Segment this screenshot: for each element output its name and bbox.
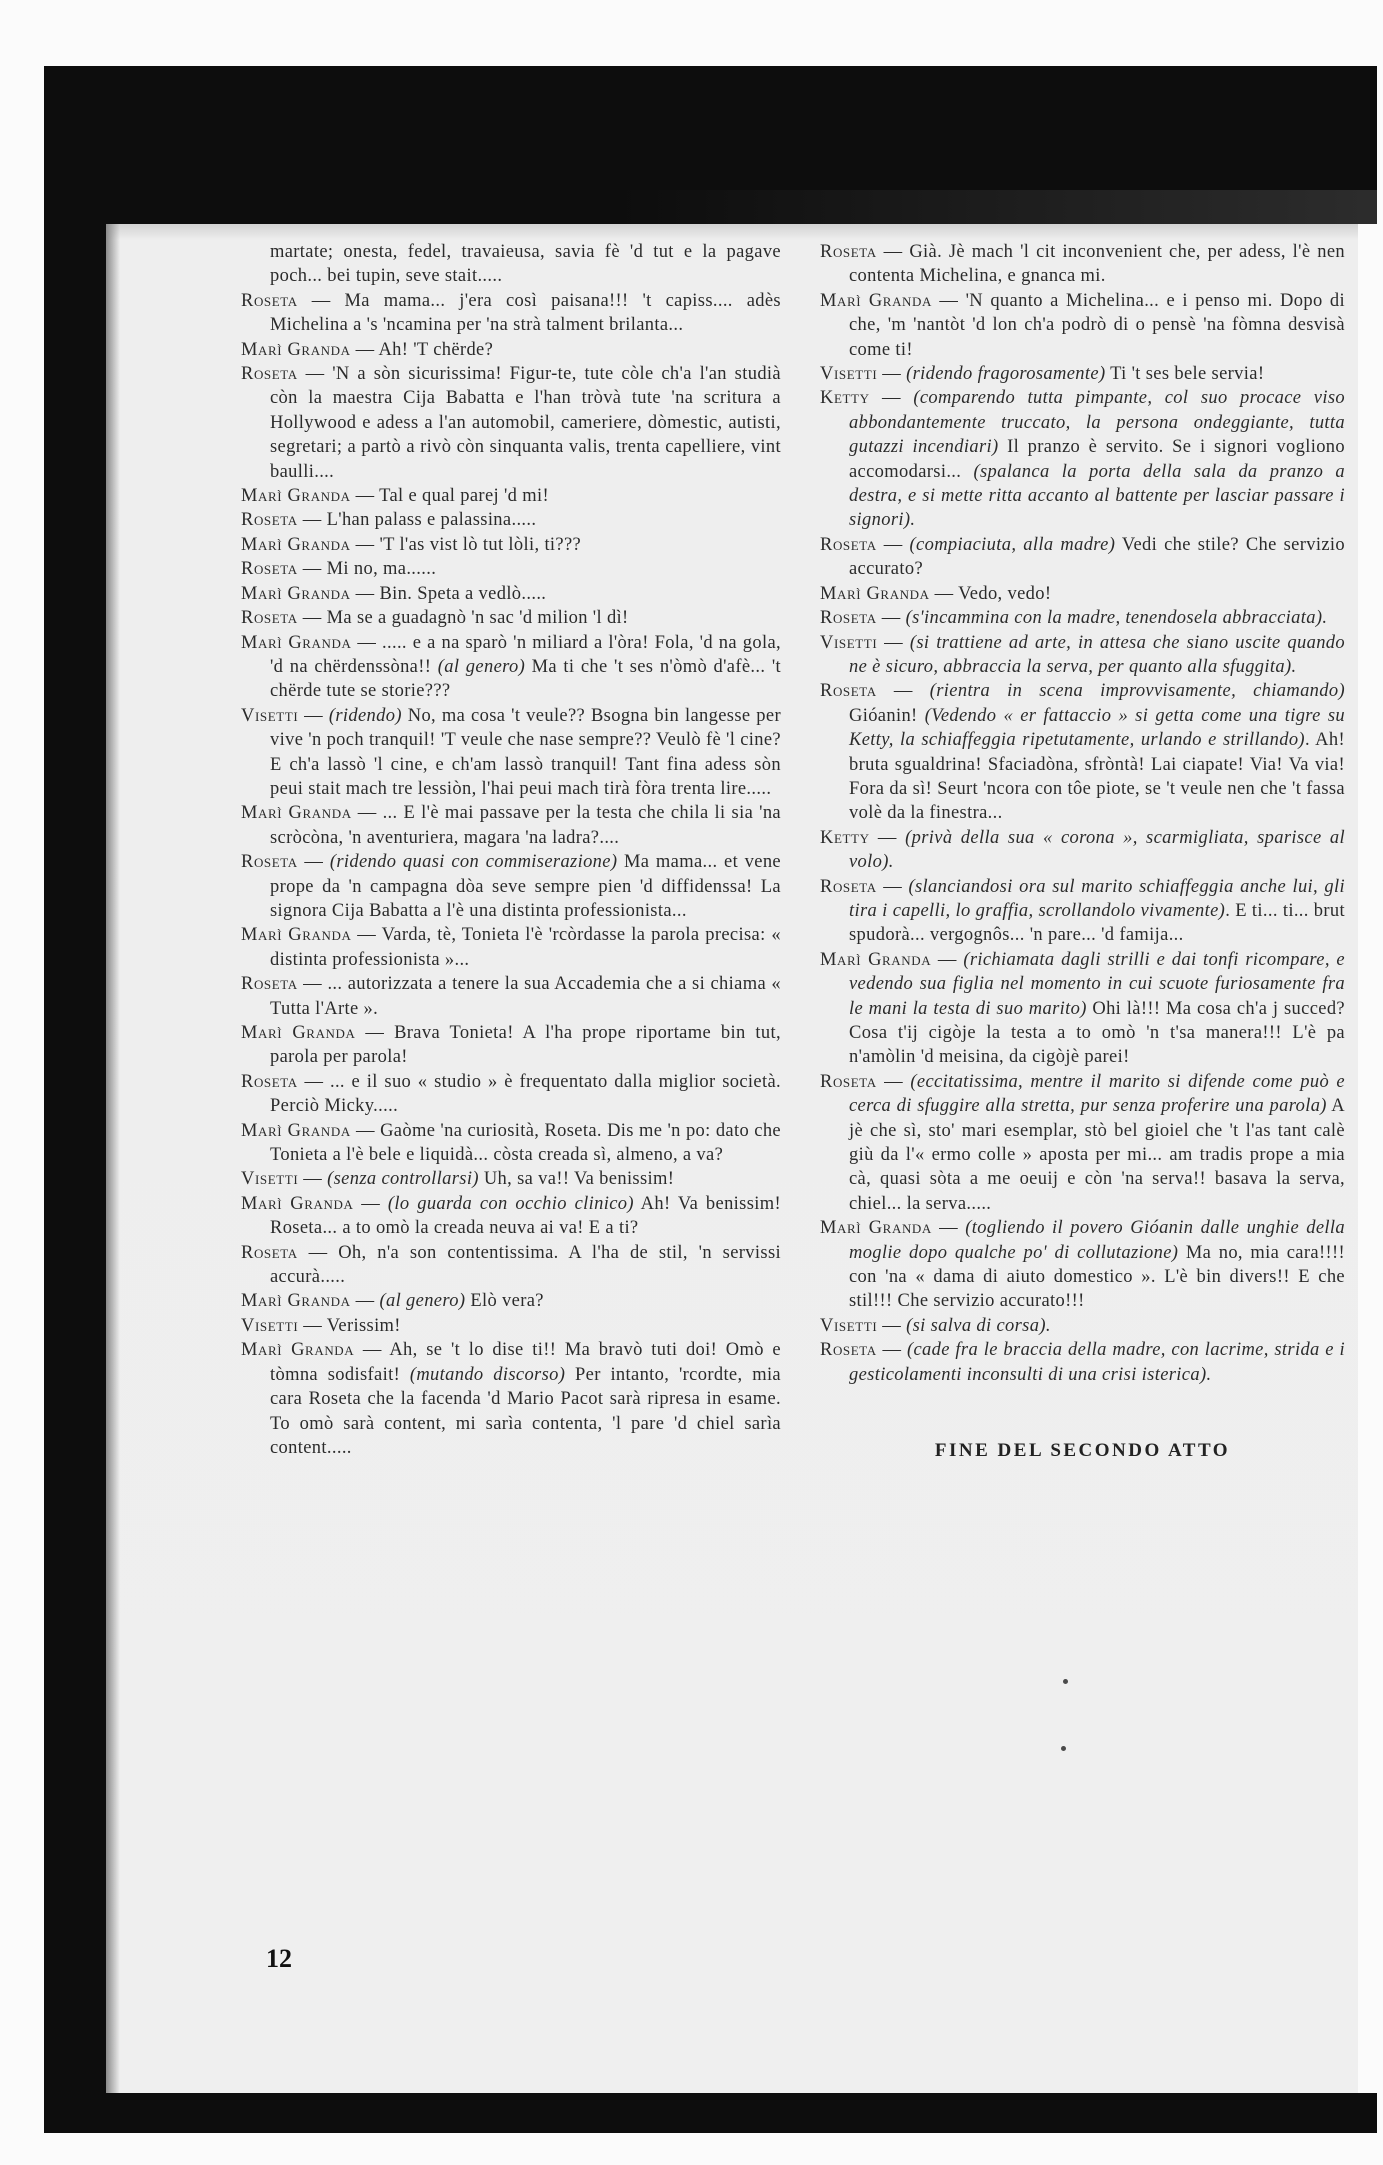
dialogue-text: Vedo, vedo! (958, 583, 1052, 604)
speaker-name: Visetti (820, 364, 878, 385)
speaker-name: Marì Granda (241, 339, 351, 360)
speaker-name: Ketty (820, 827, 870, 848)
stage-direction: (togliendo il povero Gióanin dalle unghie della moglie dopo qualche po' di collutazione) (849, 1218, 1345, 1263)
speaker-name: Marì Granda (241, 534, 351, 555)
speech (820, 289, 1345, 362)
speech (241, 1070, 781, 1119)
speaker-dash: — (876, 1071, 911, 1092)
dialogue-text: Ah! 'T chërde? (378, 339, 494, 360)
dialogue-text: Brava Tonieta! A l'ha prope riportame bin tut, parola per parola! (270, 1023, 781, 1068)
speaker-name: Marì Granda (241, 1291, 351, 1312)
speech (241, 508, 781, 532)
speaker-name: Marì Granda (241, 486, 351, 507)
dialogue-text: Gaòme 'na curiosità, Roseta. Dis me 'n po: dato che Tonieta a l'è bele e liquidà... còsta creada sì, almeno, a va? (270, 1120, 781, 1166)
stage-direction: (spalanca la porta della sala da pranzo a destra, e si mette ritta accanto al battente per lasciar passare i signori). (849, 461, 1345, 531)
speaker-name: Roseta (241, 852, 298, 873)
dialogue-text: ... e il suo « studio » è frequentato dalla miglior società. Perciò Micky..... (270, 1071, 781, 1117)
dialogue-text: 'T l'as vist lò tut lòli, ti??? (379, 534, 582, 555)
speaker-name: Visetti (820, 1315, 878, 1336)
stage-direction: (si salva di corsa). (906, 1315, 1051, 1336)
speaker-name: Roseta (820, 1071, 877, 1092)
speaker-dash: — (929, 583, 959, 604)
speech (241, 1241, 781, 1290)
dialogue-text: L'han palass e palassina..... (326, 510, 537, 531)
speaker-dash: — (297, 852, 330, 873)
speech (820, 582, 1345, 606)
stage-direction: (compiaciuta, alla madre) (909, 534, 1116, 555)
speaker-dash: — (350, 1291, 380, 1312)
dialogue-text: Ma se a guadagnò 'n sac 'd milion 'l dì! (326, 608, 629, 629)
speaker-name: Roseta (820, 608, 877, 629)
page-gutter-shadow (106, 224, 120, 2093)
dialogue-text: A jè che sì, sto' mari esemplar, stò bel gioiel che 't l'as tant calè giù da l'« ermo colle » aposta per mi... am tradis prope a mia cà, quasi sòta a me oeuij e còn 'na serva!! basava la serva, chiel... la serva..... (849, 1096, 1345, 1214)
speaker-dash: — (355, 1023, 395, 1043)
stage-direction: (al genero) (379, 1291, 466, 1312)
dialogue-text: Gióanin! (849, 705, 925, 726)
dialogue-text: Vedi che stile? Che servizio accurato? (849, 534, 1345, 580)
speaker-name: Visetti (820, 632, 878, 653)
speaker-name: Roseta (241, 510, 298, 531)
dialogue-text: Il pranzo è servito. Se i signori vogliono accomodarsi... (849, 437, 1346, 482)
speech (820, 1338, 1345, 1387)
speaker-dash: — (877, 632, 910, 653)
dialogue-text: . E ti... ti... brut spudorà... vergognôs... 'n pare... 'd famija... (849, 900, 1345, 946)
speech (241, 972, 781, 1021)
speaker-dash: — (297, 510, 327, 531)
speaker-dash: — (298, 1169, 328, 1190)
speech (820, 386, 1345, 532)
speech (820, 631, 1345, 680)
speech-continuation (241, 240, 781, 289)
stage-direction: (ridendo fragorosamente) (906, 364, 1106, 385)
speaker-dash: — (876, 608, 906, 629)
speaker-name: Roseta (241, 608, 298, 629)
speaker-dash: — (350, 534, 380, 555)
dialogue-text: Ma mama... et vene prope da 'n campagna dòa seve sempre pien 'd diffidenssa! La signora Cija Babatta a l'è una distinta professionista... (270, 852, 781, 921)
speech (241, 533, 781, 557)
speech (241, 1167, 781, 1191)
speaker-dash: — (350, 1120, 381, 1141)
stage-direction: (mutando discorso) (409, 1364, 566, 1385)
stage-direction: (ridendo quasi con commiserazione) (329, 852, 618, 873)
dialogue-text: ... autorizzata a tenere la sua Accademia che a si chiama « Tutta l'Arte ». (270, 974, 781, 1019)
speech (241, 850, 781, 923)
speech (820, 362, 1345, 386)
speaker-name: Marì Granda (820, 1218, 932, 1239)
speaker-name: Roseta (820, 242, 877, 262)
speech (820, 1314, 1345, 1338)
dialogue-text: Ah, se 't lo dise ti!! Ma bravò tuti doi! Omò e tòmna sodisfait! (270, 1340, 781, 1385)
speech (820, 606, 1345, 630)
speaker-name: Roseta (241, 1242, 298, 1263)
speaker-dash: — (876, 534, 910, 555)
dialogue-text: ... E l'è mai passave per la testa che chila li sia 'na scròcòna, 'n aventuriera, magara 'na ladra?.... (270, 803, 781, 848)
stage-direction: (slanciandosi ora sul marito schiaffeggia anche lui, gli tira i capelli, lo graffia, scrollandolo vivamente) (849, 876, 1345, 921)
dialogue-text: Già. Jè mach 'l cit inconvenient che, per adess, l'è nen contenta Michelina, e gnanca mi. (849, 242, 1346, 287)
stage-direction: (richiamata dagli strilli e dai tonfi ricompare, e vedendo sua figlia nel momento in cui scuote furiosamente fra le mani la testa di suo marito) (849, 949, 1345, 1019)
speaker-dash: — (931, 949, 964, 970)
speech (241, 1289, 781, 1313)
speaker-name: Roseta (820, 1340, 877, 1361)
speaker-name: Marì Granda (241, 925, 352, 946)
speaker-dash: — (350, 339, 379, 360)
dialogue-text: ..... e a na sparò 'n miliard a l'òra! Fola, 'd na gola, 'd na chërdenssòna!! (270, 632, 781, 677)
dialogue-text: Per intanto, 'rcordte, mia cara Roseta che la facenda 'd Mario Pacot sarà ripresa in esame. To omò sarà content, mi sarìa contenta, 'l pare 'd chiel sarìa content..... (270, 1364, 781, 1458)
speaker-name: Visetti (241, 1315, 299, 1336)
page-number: 12 (266, 1944, 292, 1973)
speaker-dash: — (877, 364, 907, 385)
speech (820, 1070, 1345, 1216)
dialogue-text: Varda, tè, Tonieta l'è 'rcòrdasse la parola precisa: « distinta professionista »... (270, 925, 781, 970)
speaker-name: Marì Granda (241, 1023, 356, 1043)
speaker-dash: — (297, 608, 327, 629)
speaker-dash: — (353, 1193, 388, 1214)
speech (241, 557, 781, 581)
speaker-name: Roseta (241, 290, 298, 311)
speaker-dash: — (297, 974, 328, 995)
stage-direction: (cade fra le braccia della madre, con lacrime, strida e i gesticolamenti inconsulti di una crisi isterica). (849, 1340, 1345, 1385)
speaker-name: Ketty (820, 388, 870, 409)
speaker-name: Roseta (820, 876, 877, 897)
dialogue-text: Oh, n'a son contentissima. A l'ha de stil, 'n servissi accurà..... (270, 1242, 781, 1288)
dialogue-text: Verissim! (326, 1315, 401, 1336)
stage-direction: (privà della sua « corona », scarmigliata, sparisce al volo). (849, 827, 1345, 873)
dialogue-text: Tal e qual parej 'd mi! (379, 486, 549, 507)
speaker-dash: — (350, 583, 380, 604)
speaker-dash: — (869, 827, 906, 848)
speaker-name: Roseta (241, 1071, 298, 1092)
speaker-dash: — (297, 1071, 330, 1092)
speaker-name: Visetti (241, 705, 299, 726)
stage-direction: (ridendo) (328, 705, 402, 726)
speaker-name: Roseta (241, 559, 298, 580)
dialogue-text: Ah! Va benissim! Roseta... a to omò la creada neuva ai va! E a ti? (270, 1193, 782, 1239)
speech (241, 704, 781, 802)
speaker-dash: — (297, 1242, 339, 1263)
speaker-dash: — (297, 290, 345, 311)
speaker-name: Marì Granda (241, 1193, 354, 1214)
speaker-dash: — (877, 1315, 907, 1336)
scan-shadow (620, 190, 1377, 224)
speaker-dash: — (876, 876, 909, 897)
speech (820, 826, 1345, 875)
speaker-dash: — (869, 388, 914, 409)
speaker-dash: — (876, 681, 930, 702)
speaker-name: Roseta (820, 534, 877, 555)
speech (820, 1216, 1345, 1314)
speaker-name: Marì Granda (241, 583, 351, 604)
speech (241, 582, 781, 606)
speech (820, 948, 1345, 1070)
dialogue-text: Bin. Speta a vedlò..... (379, 583, 547, 604)
stage-direction: (senza controllarsi) (327, 1169, 479, 1190)
speaker-name: Marì Granda (241, 803, 352, 824)
speech (241, 631, 781, 704)
dialogue-text: Ma no, mia cara!!!! con 'na « dama di aiuto domestico ». L'è bin divers!! E che stil!!! Che servizio accurato!!! (849, 1242, 1345, 1312)
speech (820, 679, 1345, 825)
speech (241, 801, 781, 850)
speaker-dash: — (354, 1340, 390, 1361)
speech (241, 1314, 781, 1338)
text-column-right (820, 240, 1345, 1464)
speaker-dash: — (297, 559, 327, 580)
stage-direction: (rientra in scena improvvisamente, chiamando) (929, 681, 1345, 702)
speaker-name: Marì Granda (241, 1120, 351, 1141)
speech (820, 240, 1345, 289)
dialogue-text: 'N quanto a Michelina... e i penso mi. Dopo di che, 'm 'nantòt 'd lon ch'a podrò di o pensè 'na fòmna desvisà come ti! (849, 290, 1345, 360)
stage-direction: (si trattiene ad arte, in attesa che siano uscite quando ne è sicuro, abbraccia la serva, per quanto alla sfuggita). (849, 632, 1345, 677)
speaker-dash: — (876, 242, 910, 262)
speaker-dash: — (297, 364, 333, 385)
dialogue-text: Uh, sa va!! Va benissim! (478, 1169, 675, 1190)
speaker-dash: — (351, 632, 383, 653)
speech (241, 1192, 781, 1241)
text-column-left (241, 240, 781, 1460)
dialogue-text: Ma mama... j'era così paisana!!! 't capiss.... adès Michelina a 's 'ncamina per 'na strà talment brilanta... (270, 290, 781, 336)
speaker-name: Roseta (820, 681, 877, 702)
dialogue-text: Ma ti che 't ses n'òmò d'afè... 't chërde tute se storie??? (270, 656, 782, 702)
dialogue-text: Ohi là!!! Ma cosa ch'a j succed? Cosa t'ij cigòje la testa a to omò 'n t'sa manera!!! L'è pa n'amòlin 'd meisina, da cigòjè parei! (849, 998, 1345, 1068)
speaker-dash: — (932, 290, 966, 311)
speaker-name: Marì Granda (820, 290, 933, 311)
scan-border-bottom (44, 2093, 1377, 2133)
speech (241, 1119, 781, 1168)
speaker-name: Roseta (241, 974, 298, 995)
speaker-name: Marì Granda (241, 1340, 355, 1361)
speech (241, 289, 781, 338)
speaker-dash: — (350, 486, 380, 507)
speaker-name: Visetti (241, 1169, 299, 1190)
speaker-name: Marì Granda (820, 949, 932, 970)
speaker-name: Marì Granda (820, 583, 930, 604)
stage-direction: (al genero) (437, 656, 526, 677)
scan-speck (1061, 1746, 1066, 1751)
scan-speck (1063, 1679, 1068, 1684)
speaker-dash: — (931, 1218, 966, 1239)
speaker-name: Marì Granda (241, 632, 352, 653)
speaker-name: Roseta (241, 364, 298, 385)
speech (241, 1338, 781, 1460)
speaker-dash: — (298, 705, 329, 726)
dialogue-text: . Ah! bruta sgualdrina! Sfaciadòna, sfròntà! Lai ciapate! Via! Va via! Fora da sì! Seurt 'ncora con tôe piote, se 't veule nen che 't fassa volè da la finestra... (849, 730, 1345, 824)
speaker-dash: — (298, 1315, 327, 1336)
speech (820, 533, 1345, 582)
stage-direction: (Vedendo « er fattaccio » si getta come una tigre su Ketty, la schiaffeggia ripetutamente, urlando e strillando) (849, 705, 1345, 751)
speech (820, 875, 1345, 948)
speech (241, 338, 781, 362)
speech (241, 484, 781, 508)
speech (241, 923, 781, 972)
stage-direction: (comparendo tutta pimpante, col suo procace viso abbondantemente truccato, la persona ondeggiante, tutta gutazzi incendiari) (849, 388, 1345, 458)
speaker-dash: — (351, 925, 382, 946)
act-end-heading: FINE DEL SECONDO ATTO (934, 1440, 1231, 1462)
stage-direction: (s'incammina con la madre, tenendosela abbracciata). (905, 608, 1328, 629)
speech (241, 1021, 781, 1070)
stage-direction: (eccitatissima, mentre il marito si difende come può e cerca di sfuggire alla stretta, pur senza proferire una parola) (849, 1071, 1345, 1117)
dialogue-text: No, ma cosa 't veule?? Bsogna bin langesse per vive 'n poch tranquil! 'T veule che nase sempre?? Veulò fè 'l cine? E ch'a lassò 'l cine, e ch'am lassò tranquil! Tant fina adess sòn peui stait mach tre lessiòn, l'hai peui mach tirà fòra trenta lire..... (270, 705, 781, 799)
speech (241, 362, 781, 484)
dialogue-text: Elò vera? (465, 1291, 544, 1312)
speaker-dash: — (876, 1340, 907, 1361)
speech (241, 606, 781, 630)
dialogue-text: martate; onesta, fedel, travaieusa, savia fè 'd tut e la pagave poch... bei tupin, seve stait..... (270, 242, 781, 287)
scan-border-left (44, 66, 106, 2133)
stage-direction: (lo guarda con occhio clinico) (387, 1193, 634, 1214)
speaker-dash: — (351, 803, 383, 824)
dialogue-text: 'N a sòn sicurissima! Figur-te, tute còle ch'a l'an studià còn la maestra Cija Babatta e l'han tròvà tute 'na scritura a Hollywood e adess a l'an automobil, cameriere, dòmestic, autisti, segretari; a partò a rivò còn sinquanta valis, trenta capelliere, vint baulli.... (270, 364, 781, 482)
dialogue-text: Mi no, ma...... (326, 559, 437, 580)
dialogue-text: Ti 't ses bele servia! (1105, 364, 1265, 385)
